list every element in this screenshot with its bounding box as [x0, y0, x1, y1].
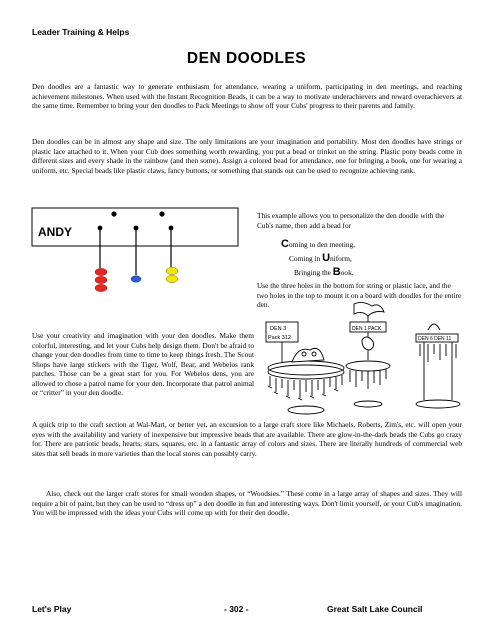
intro-paragraph: Den doodles are a fantastic way to generate enthusiasm for attendance, wearing a uniform, participating in den meetings, and reaching achievement milestones. When used with the Instant Recognition Beads, it can be a way to motivate underachievers and reward overachievers at the same time. Remember to bring your den doodles to Pack Meetings to show off your Cubs' progress to their parents and family.	[32, 82, 462, 110]
board-name-label: ANDY	[38, 225, 73, 239]
acronym-rest: ook.	[340, 268, 354, 277]
example-intro: This example allows you to personalize the den doodle with the Cub's name, then add a bead for	[257, 211, 445, 230]
creativity-paragraph: Use your creativity and imagination with your den doodles. Make them colorful, interesting, and let your Cubs help design them. Don't be afraid to change your den doodles from time to time to keep things fresh. The Scout Shops have large stickers with the Tiger, Wolf, Bear, and Webelos rank patches. Those can be a great start for you. For Webelos dens, you are allowed to chose a patrol name for your den. Incorporate that patrol animal or “critter” in your den doodle.	[32, 331, 254, 397]
den6-doodle	[416, 324, 460, 408]
footer-right: Great Salt Lake Council	[327, 604, 423, 614]
yellow-bead	[166, 275, 178, 282]
acronym-prefix: Bringing the	[294, 268, 333, 277]
mount-hole-left	[111, 211, 116, 216]
woodsies-paragraph: Also, check out the larger craft stores for small wooden shapes, or “Woodsies.” These come in a large array of shapes and sizes. They will require a bit of paint, but they can be used to “dress up” a den doodle in fun and interesting ways. Don't limit yourself, or your Cub's imagination. You will be impressed with the ideas your Cubs will come up with for their den doodle.	[32, 489, 462, 517]
andy-doodle-diagram	[28, 205, 248, 305]
section-header: Leader Training & Helps	[32, 27, 130, 37]
acronym-letter: C	[281, 238, 289, 250]
den1-sign-text: DEN 1 PACK	[352, 326, 382, 332]
acronym-line-c	[281, 238, 355, 250]
den3-sign-text: DEN 3	[270, 326, 287, 332]
acronym-line-u	[289, 252, 352, 264]
shape-paragraph: Den doodles can be in almost any shape and size. The only limitations are your imagination and portability. Most den doodles have strings or plastic lace attached to it. When your Cub does something worth rewarding, you put a bead or trinket on the string. Plastic pony beads come in different sizes and every shade in the rainbow (and then some). Assign a colored bead for attendance, one for bringing a book, one for wearing a uniform, etc. Special beads like plastic claws, fancy buttons, or something that stands out can be used to recognize achieving rank.	[32, 137, 462, 175]
acronym-letter: B	[332, 266, 341, 278]
yellow-bead	[166, 267, 178, 274]
blue-bead	[131, 276, 141, 282]
craft-store-paragraph: A quick trip to the craft section at Wal-Mart, or better yet, an excursion to a large craft store like Michaels, Roberts, Zim's, etc. will open your eyes with the availability and variety of inexpensive but impressive beads that are available. There are glow-in-the-dark beads the Cubs go crazy for. There are patriotic beads, hearts, stars, squares, etc. in a fantastic array of colors and sizes. There are literally hundreds of commercial web sites that sell beads in more varieties than the local stores can possibly carry.	[32, 420, 462, 458]
den3-pack-text: Pack 312	[268, 335, 291, 341]
red-beads	[95, 268, 107, 291]
acronym-rest: oming to den meeting,	[288, 240, 356, 249]
footer-page-number: - 302 -	[224, 604, 249, 614]
den6-sign-text: DEN 6 DEN 11	[418, 336, 452, 342]
red-bead	[95, 268, 107, 275]
den1-doodle	[346, 302, 390, 407]
acronym-letter: U	[322, 252, 331, 264]
page-title: DEN DOODLES	[186, 50, 307, 67]
den3-doodle	[266, 322, 344, 414]
den-doodles-illustration	[262, 300, 462, 418]
footer-left: Let's Play	[32, 604, 72, 614]
mount-hole-right	[159, 211, 164, 216]
yellow-beads	[166, 267, 178, 282]
example-outro: Use the three holes in the bottom for string or plastic lace, and the two holes in the top to mount it on a board with doodles for the entire den.	[257, 281, 462, 309]
red-bead	[95, 276, 107, 283]
red-bead	[95, 284, 107, 291]
acronym-rest: niform,	[330, 254, 352, 263]
acronym-line-b	[294, 266, 354, 278]
acronym-prefix: Coming in	[289, 254, 323, 263]
